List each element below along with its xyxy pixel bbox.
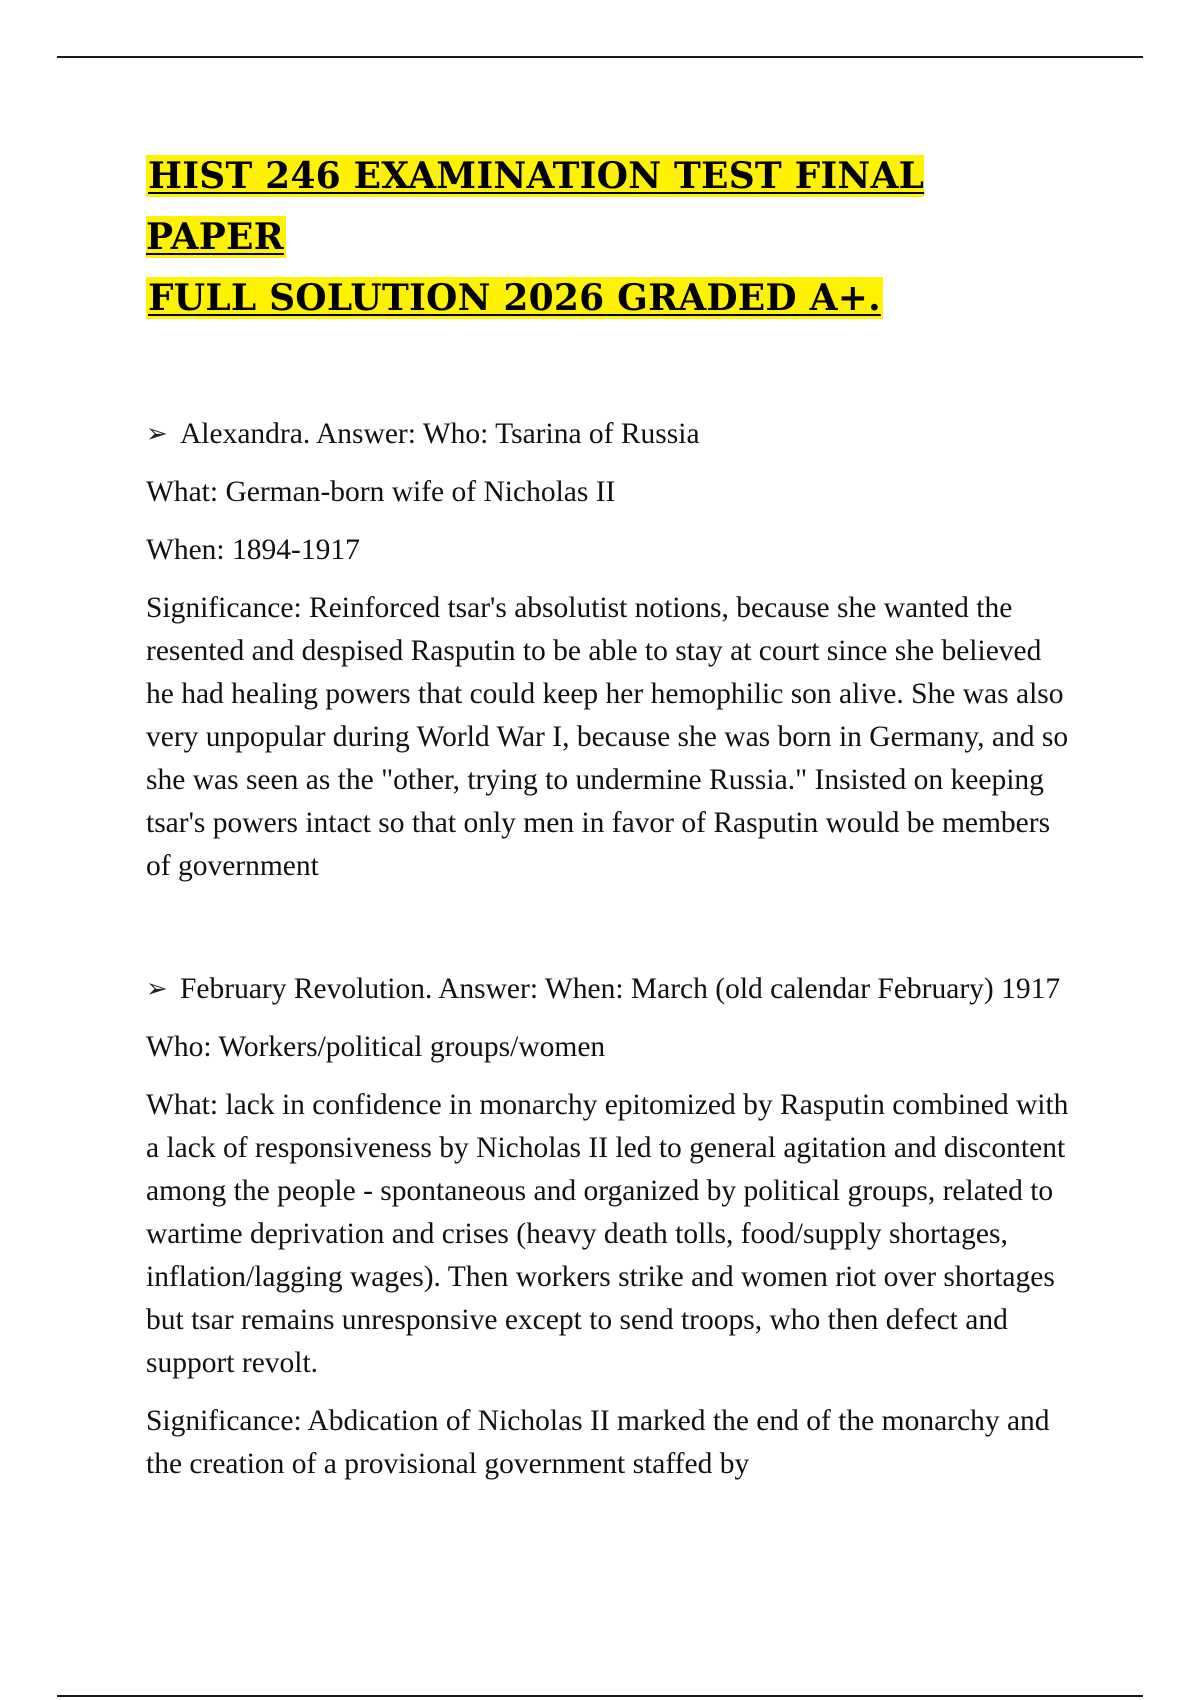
document-body <box>146 146 1076 1501</box>
entry-paragraph: When: 1894-1917 <box>146 534 360 566</box>
arrow-bullet-icon: ➢ <box>146 419 168 448</box>
entry-paragraph: Significance: Reinforced tsar's absolutist notions, because she wanted the resented and despised Rasputin to be able to stay at court since she believed he had healing powers that could keep her hemophilic son alive. She was also very unpopular during World War I, because she was born in Germany, and so she was seen as the "other, trying to undermine Russia." Insisted on keeping tsar's powers intact so that only men in favor of Rasputin would be members of government <box>146 592 1069 882</box>
entry-alexandra <box>146 413 1076 888</box>
entry-paragraph: Who: Workers/political groups/women <box>146 1031 606 1063</box>
entry-february-revolution <box>146 968 1076 1486</box>
entry-heading-text: Alexandra. Answer: Who: Tsarina of Russia <box>180 418 700 450</box>
arrow-bullet-icon: ➢ <box>146 974 168 1003</box>
bottom-rule <box>57 1695 1143 1697</box>
document-title <box>146 146 1076 329</box>
title-line-2: FULL SOLUTION 2026 GRADED A+. <box>148 277 881 319</box>
entry-paragraph: What: lack in confidence in monarchy epitomized by Rasputin combined with a lack of responsiveness by Nicholas II led to general agitation and discontent among the people - spontaneous and organized by political groups, related to wartime deprivation and crises (heavy death tolls, food/supply shortages, inflation/lagging wages). Then workers strike and women riot over shortages but tsar remains unresponsive except to send troops, who then defect and support revolt. <box>146 1089 1069 1379</box>
entry-heading-text: February Revolution. Answer: When: March (old calendar February) 1917 <box>180 973 1061 1005</box>
top-rule <box>57 56 1143 58</box>
entry-paragraph: What: German-born wife of Nicholas II <box>146 476 616 508</box>
entry-heading <box>146 968 1076 1011</box>
title-line-1: HIST 246 EXAMINATION TEST FINAL PAPER <box>146 155 925 258</box>
entry-heading <box>146 413 1076 456</box>
entry-paragraph: Significance: Abdication of Nicholas II marked the end of the monarchy and the creation of a provisional government staffed by <box>146 1405 1050 1480</box>
